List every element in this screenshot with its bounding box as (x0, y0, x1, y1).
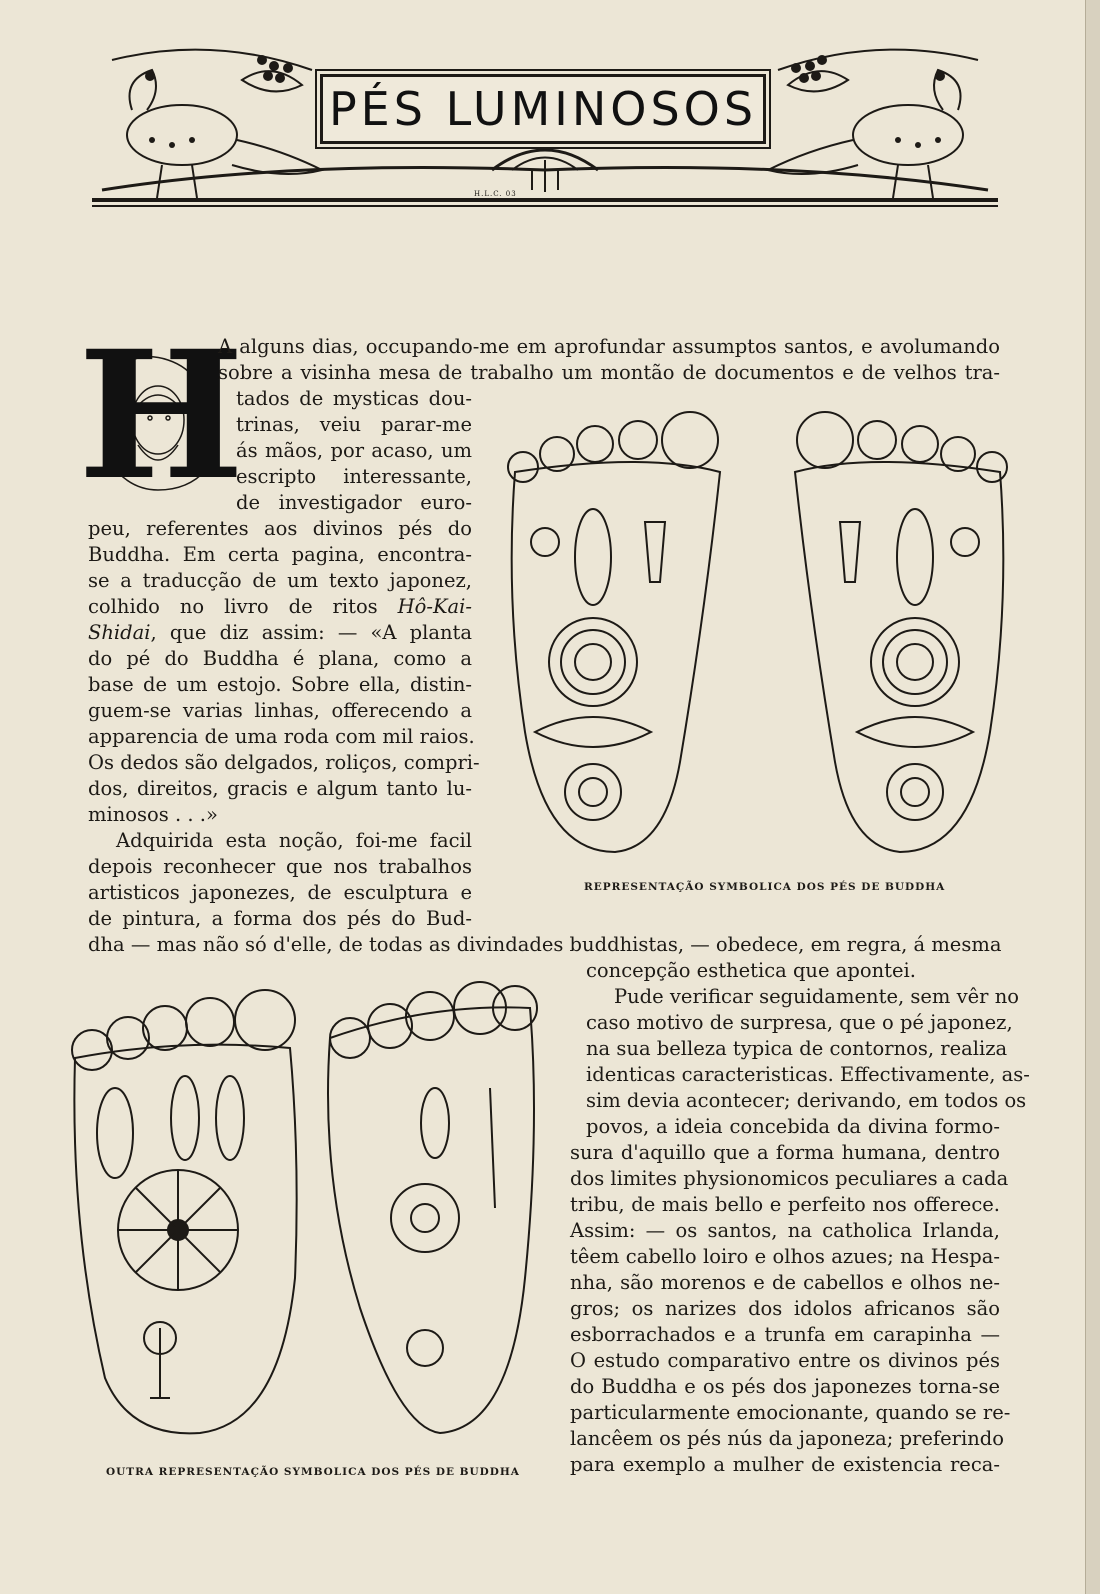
wide-line (88, 932, 1000, 958)
text-fragment: , que diz assim: — «A planta (150, 621, 472, 644)
text-column-left-top (236, 386, 472, 516)
text-line: se a traducção de um texto japonez, (88, 569, 472, 592)
text-line: na sua belleza typica de contornos, realiza (586, 1037, 1008, 1060)
drop-cap-letter: H (78, 312, 245, 519)
text-line: do pé do Buddha é plana, como a (88, 647, 472, 670)
text-line: particularmente emocionante, quando se re- (570, 1401, 1011, 1424)
text-line: dos limites physionomicos peculiares a cada (570, 1167, 1009, 1190)
text-line: nha, são morenos e de cabellos e olhos ne- (570, 1271, 1000, 1294)
text-line: trinas, veiu parar-me (236, 413, 472, 436)
book-title: Hô-Kai- (397, 595, 472, 618)
text-line: do Buddha e os pés dos japonezes torna-se (570, 1375, 1000, 1398)
text-line: dos, direitos, gracis e algum tanto lu- (88, 777, 472, 800)
figure-caption-bottom: OUTRA REPRESENTAÇÃO SYMBOLICA DOS PÉS DE BUDDHA (106, 1466, 520, 1478)
text-line: de investigador euro- (236, 491, 472, 514)
text-line: dha — mas não só d'elle, de todas as divindades buddhistas, — obedece, em regra, á mesma (88, 933, 1002, 956)
figure-caption-top: REPRESENTAÇÃO SYMBOLICA DOS PÉS DE BUDDHA (584, 881, 946, 893)
book-title-cont: Shidai (88, 621, 151, 644)
text-line: O estudo comparativo entre os divinos pés (570, 1349, 1000, 1372)
text-line: minosos . . .» (88, 803, 218, 826)
text-line: de pintura, a forma dos pés do Bud- (88, 907, 472, 930)
buddha-feet-figure-bottom (60, 978, 546, 1448)
text-line: para exemplo a mulher de existencia reca- (570, 1453, 1000, 1476)
text-line: Adquirida esta noção, foi-me facil (116, 829, 472, 852)
text-line: Pude verificar seguidamente, sem vêr no (614, 985, 1019, 1008)
intro-paragraph (218, 334, 1000, 386)
text-line: tribu, de mais bello e perfeito nos offerece. (570, 1193, 1000, 1216)
text-line: Assim: — os santos, na catholica Irlanda, (570, 1219, 1000, 1242)
text-line: ás mãos, por acaso, um (236, 439, 472, 462)
text-line: tados de mysticas dou- (236, 387, 472, 410)
artist-signature: H.L.C. 03 (474, 190, 517, 198)
text-line: concepção esthetica que apontei. (586, 959, 916, 982)
text-fragment: colhido no livro de ritos (88, 595, 378, 618)
text-line: base de um estojo. Sobre ella, distin- (88, 673, 472, 696)
text-line: Buddha. Em certa pagina, encontra- (88, 543, 472, 566)
page-edge (1085, 0, 1100, 1594)
text-line: sim devia acontecer; derivando, em todos os (586, 1089, 1027, 1112)
text-column-left (88, 516, 480, 932)
text-line: caso motivo de surpresa, que o pé japonez, (586, 1011, 1013, 1034)
text-line: A alguns dias, occupando-me em aprofundar assumptos santos, e avolumando (218, 335, 1000, 358)
text-line (88, 620, 472, 646)
text-line: escripto interessante, (236, 465, 472, 488)
text-line: depois reconhecer que nos trabalhos (88, 855, 472, 878)
text-line: apparencia de uma roda com mil raios. (88, 725, 475, 748)
text-column-right (570, 958, 1030, 1478)
text-line: lancêem os pés nús da japoneza; preferindo (570, 1427, 1005, 1450)
text-line: artisticos japonezes, de esculptura e (88, 881, 472, 904)
text-line: identicas caracteristicas. Effectivamente, as- (586, 1063, 1030, 1086)
text-line (88, 594, 472, 620)
page-title: PÉS LUMINOSOS (328, 82, 758, 136)
text-line: sobre a visinha mesa de trabalho um montão de documentos e de velhos tra- (218, 361, 1000, 384)
text-line: povos, a ideia concebida da divina formo- (586, 1115, 1000, 1138)
buddha-feet-figure-top (495, 402, 1025, 872)
ornamental-header (92, 40, 998, 210)
text-line: gros; os narizes dos idolos africanos são (570, 1297, 1000, 1320)
text-line: sura d'aquillo que a forma humana, dentro (570, 1141, 1000, 1164)
text-line: peu, referentes aos divinos pés do (88, 517, 472, 540)
drop-cap (78, 312, 245, 519)
text-line: esborrachados e a trunfa em carapinha — (570, 1323, 1000, 1346)
text-line: Os dedos são delgados, roliços, compri- (88, 751, 480, 774)
text-line: guem-se varias linhas, offerecendo a (88, 699, 472, 722)
title-frame (320, 74, 766, 144)
text-line: têem cabello loiro e olhos azues; na Hespa- (570, 1245, 1000, 1268)
